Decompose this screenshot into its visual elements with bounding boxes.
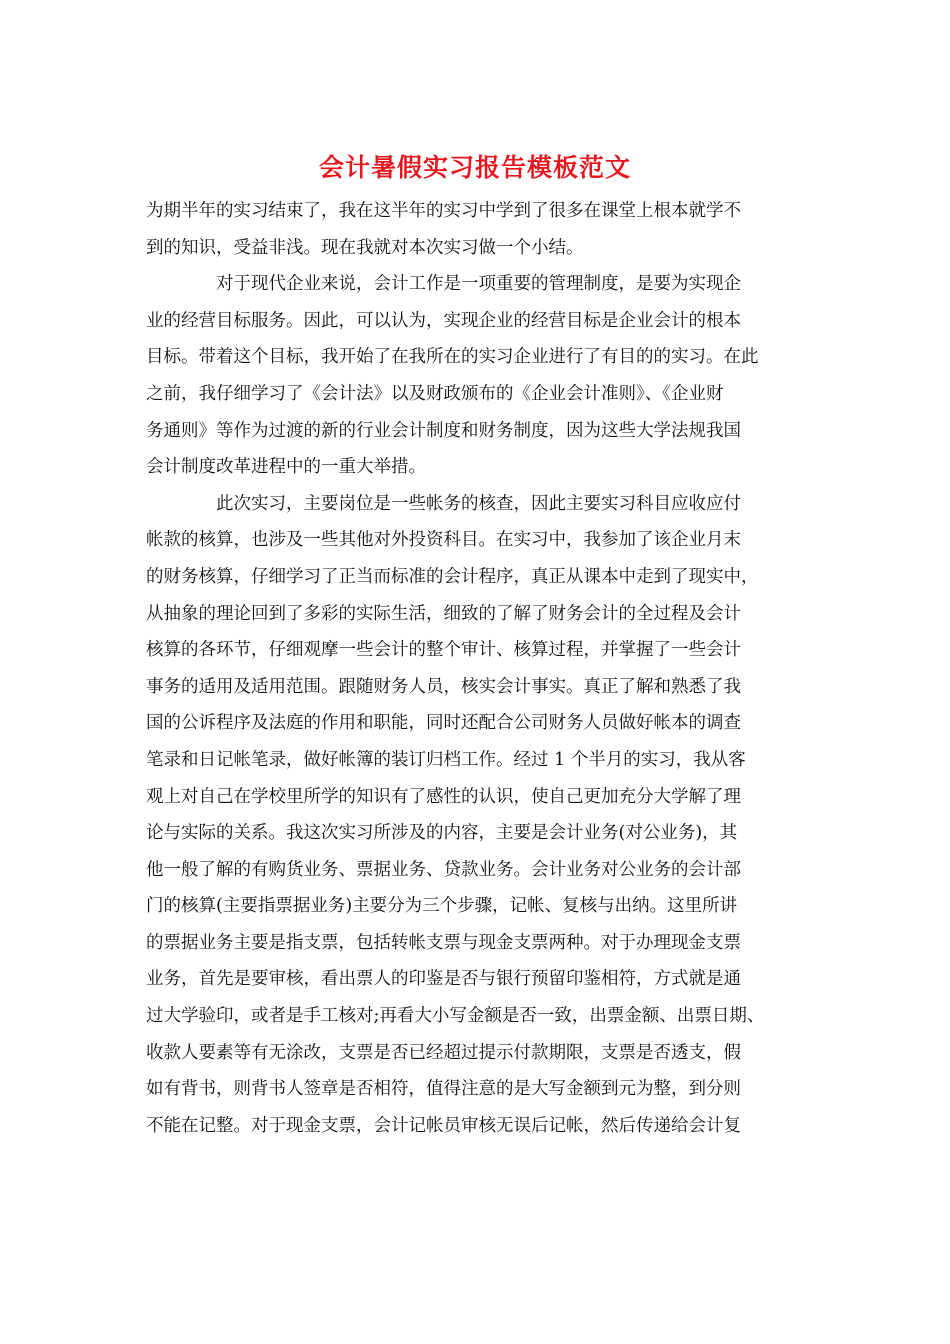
text-line: 过大学验印，或者是手工核对;再看大小写金额是否一致，出票金额、出票日期、 bbox=[146, 1006, 765, 1027]
text-line: 不能在记整。对于现金支票，会计记帐员审核无误后记帐，然后传递给会计复 bbox=[146, 1115, 741, 1136]
text-line: 为期半年的实习结束了，我在这半年的实习中学到了很多在课堂上根本就学不 bbox=[146, 201, 741, 221]
text-line: 国的公诉程序及法庭的作用和职能，同时还配合公司财务人员做好帐本的调查 bbox=[146, 713, 741, 734]
text-line: 收款人要素等有无涂改，支票是否已经超过提示付款期限，支票是否透支，假 bbox=[146, 1042, 741, 1063]
text-line: 业务，首先是要审核，看出票人的印鉴是否与银行预留印鉴相符，方式就是通 bbox=[146, 969, 741, 990]
document-body bbox=[146, 193, 806, 1144]
document-title: 会计暑假实习报告模板范文 bbox=[318, 153, 631, 182]
text-line: 笔录和日记帐笔录，做好帐簿的装订归档工作。经过 1 个半月的实习，我从客 bbox=[146, 749, 746, 770]
text-line: 之前，我仔细学习了《会计法》以及财政颁布的《企业会计准则》、《企业财 bbox=[146, 383, 724, 404]
text-line: 目标。带着这个目标，我开始了在我所在的实习企业进行了有目的的实习。在此 bbox=[146, 347, 759, 368]
text-line: 核算的各环节，仔细观摩一些会计的整个审计、核算过程，并掌握了一些会计 bbox=[146, 640, 741, 661]
text-line: 的票据业务主要是指支票，包括转帐支票与现金支票两种。对于办理现金支票 bbox=[146, 932, 741, 953]
text-line: 业的经营目标服务。因此，可以认为，实现企业的经营目标是企业会计的根本 bbox=[146, 310, 741, 331]
text-line: 如有背书，则背书人签章是否相符，值得注意的是大写金额到元为整，到分则 bbox=[146, 1079, 741, 1100]
text-line: 论与实际的关系。我这次实习所涉及的内容，主要是会计业务(对公业务)，其 bbox=[146, 823, 738, 844]
text-line: 从抽象的理论回到了多彩的实际生活，细致的了解了财务会计的全过程及会计 bbox=[146, 603, 741, 624]
text-line: 此次实习，主要岗位是一些帐务的核查，因此主要实习科目应收应付 bbox=[216, 493, 741, 514]
text-line: 帐款的核算，也涉及一些其他对外投资科目。在实习中，我参加了该企业月末 bbox=[146, 530, 741, 551]
text-line: 会计制度改革进程中的一重大举措。 bbox=[146, 457, 426, 478]
text-line: 门的核算(主要指票据业务)主要分为三个步骤，记帐、复核与出纳。这里所讲 bbox=[146, 896, 738, 917]
text-line: 的财务核算，仔细学习了正当而标准的会计程序，真正从课本中走到了现实中， bbox=[146, 566, 759, 587]
text-line: 对于现代企业来说，会计工作是一项重要的管理制度，是要为实现企 bbox=[216, 274, 741, 295]
text-line: 他一般了解的有购货业务、票据业务、贷款业务。会计业务对公业务的会计部 bbox=[146, 859, 741, 880]
text-line: 到的知识，受益非浅。现在我就对本次实习做一个小结。 bbox=[146, 237, 584, 258]
text-line: 务通则》等作为过渡的新的行业会计制度和财务制度，因为这些大学法规我国 bbox=[146, 420, 741, 441]
text-line: 事务的适用及适用范围。跟随财务人员，核实会计事实。真正了解和熟悉了我 bbox=[146, 676, 741, 697]
text-line: 观上对自己在学校里所学的知识有了感性的认识，使自己更加充分大学解了理 bbox=[146, 786, 741, 807]
